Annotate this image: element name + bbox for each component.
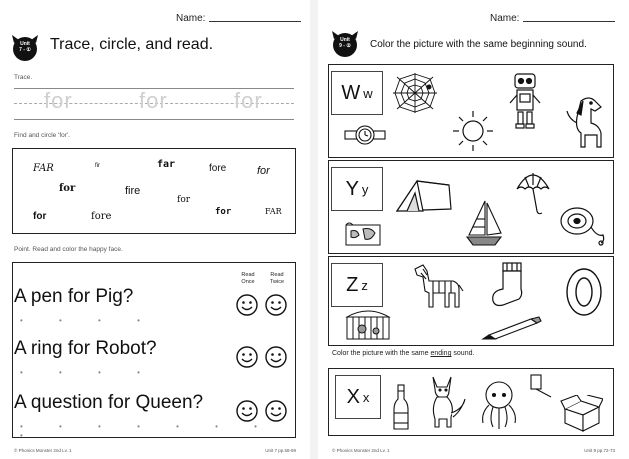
ending-instruction (332, 350, 474, 357)
box-icon[interactable] (559, 395, 603, 433)
zoo-icon[interactable] (343, 305, 393, 343)
read-twice-header: Read Twice (269, 272, 285, 285)
dog-icon[interactable] (561, 93, 611, 151)
trace-label: Trace. (14, 74, 33, 81)
footer-copyright: © Phonics Monster 2nd Lv. 1 (332, 448, 390, 453)
letter-o-icon[interactable] (563, 265, 605, 319)
octopus-icon[interactable] (477, 379, 521, 433)
letter-lower: y (361, 181, 369, 197)
find-word[interactable]: fire (125, 185, 141, 197)
fox-icon[interactable] (425, 373, 467, 431)
name-label: Name: (490, 13, 520, 24)
letter-card (331, 71, 383, 115)
footer-unit-pages: Unit 9 pp.72-73 (584, 448, 615, 453)
trace-base-line (14, 119, 294, 120)
reading-dots: • • • • (20, 316, 157, 325)
letter-lower: x (362, 389, 370, 405)
find-word[interactable]: far (157, 159, 176, 170)
find-word[interactable]: FAR (33, 163, 54, 174)
footer-copyright: © Phonics Monster 2nd Lv. 1 (14, 448, 72, 453)
left-page (0, 0, 310, 459)
find-word[interactable]: for (59, 183, 76, 194)
find-word[interactable]: FAR (265, 207, 282, 216)
unit-badge (330, 28, 360, 58)
trace-word[interactable]: for (234, 88, 263, 113)
ending-label-after: sound. (451, 350, 475, 357)
smiley-face-icon[interactable] (265, 294, 287, 316)
picture-row-y (328, 160, 614, 254)
name-label: Name: (176, 13, 206, 24)
letter-lower: z (361, 277, 368, 293)
unit-badge (10, 32, 40, 62)
find-word[interactable]: fir (95, 163, 100, 169)
tent-icon[interactable] (393, 175, 453, 215)
page-title: Color the picture with the same beginning sound. (370, 39, 587, 50)
picture-row-x (328, 368, 614, 436)
sentence-text: A pen for Pig? (14, 286, 134, 307)
page-gutter (310, 0, 318, 459)
smiley-face-icon[interactable] (236, 294, 258, 316)
trace-lines[interactable] (14, 88, 294, 120)
smiley-face-icon[interactable] (265, 346, 287, 368)
find-word[interactable]: for (215, 207, 232, 217)
name-field[interactable] (176, 12, 301, 24)
letter-card (335, 375, 381, 419)
find-word[interactable]: for (257, 165, 270, 177)
footer-unit-pages: Unit 7 pp.58-59 (265, 448, 296, 453)
bottle-icon[interactable] (391, 383, 411, 433)
ax-icon[interactable] (525, 373, 555, 399)
reading-dots: • • • • (20, 368, 157, 377)
picture-row-w (328, 64, 614, 158)
robot-icon[interactable] (507, 71, 543, 131)
find-word[interactable]: fore (91, 211, 112, 222)
letter-upper: Z (346, 273, 359, 296)
sock-icon[interactable] (489, 261, 529, 311)
letter-card (331, 167, 383, 211)
point-label: Point. Read and color the happy face. (14, 246, 123, 253)
ending-label-before: Color the picture with the same (332, 350, 431, 357)
reading-dots: • • • • • • • • (20, 422, 274, 440)
find-word[interactable]: fore (209, 163, 227, 174)
map-icon[interactable] (343, 219, 383, 249)
zebra-icon[interactable] (409, 261, 465, 311)
letter-upper: W (341, 81, 361, 104)
unit-badge-text: Unit 7 - ① (19, 41, 31, 53)
umbrella-icon[interactable] (513, 167, 553, 217)
right-page (318, 0, 629, 459)
yo-yo-icon[interactable] (557, 203, 607, 247)
ending-label-underlined: ending (430, 350, 452, 357)
letter-card (331, 263, 383, 307)
watch-icon[interactable] (343, 123, 387, 147)
sailboat-icon[interactable] (463, 197, 505, 249)
letter-upper: X (346, 385, 360, 408)
name-line[interactable] (209, 12, 301, 22)
smiley-face-icon[interactable] (236, 400, 258, 422)
find-label: Find and circle 'for'. (14, 132, 70, 139)
unit-badge-text: Unit 9 - ② (339, 37, 351, 49)
read-once-header: Read Once (241, 272, 255, 285)
trace-word[interactable]: for (139, 88, 168, 113)
sentence-text: A question for Queen? (14, 392, 204, 413)
trace-word[interactable]: for (44, 88, 73, 113)
pen-icon[interactable] (481, 315, 545, 341)
sentence-text: A ring for Robot? (14, 338, 157, 359)
find-word[interactable]: for (33, 211, 47, 222)
picture-row-z (328, 256, 614, 346)
find-word-box (12, 148, 296, 234)
letter-lower: w (363, 85, 373, 101)
sun-icon[interactable] (451, 109, 495, 153)
name-field[interactable] (490, 12, 615, 24)
smiley-face-icon[interactable] (236, 346, 258, 368)
page-title: Trace, circle, and read. (50, 36, 214, 53)
name-line[interactable] (523, 12, 615, 22)
smiley-face-icon[interactable] (265, 400, 287, 422)
spider-web-icon[interactable] (389, 71, 441, 115)
find-word[interactable]: for (177, 195, 191, 205)
letter-upper: Y (345, 177, 359, 200)
